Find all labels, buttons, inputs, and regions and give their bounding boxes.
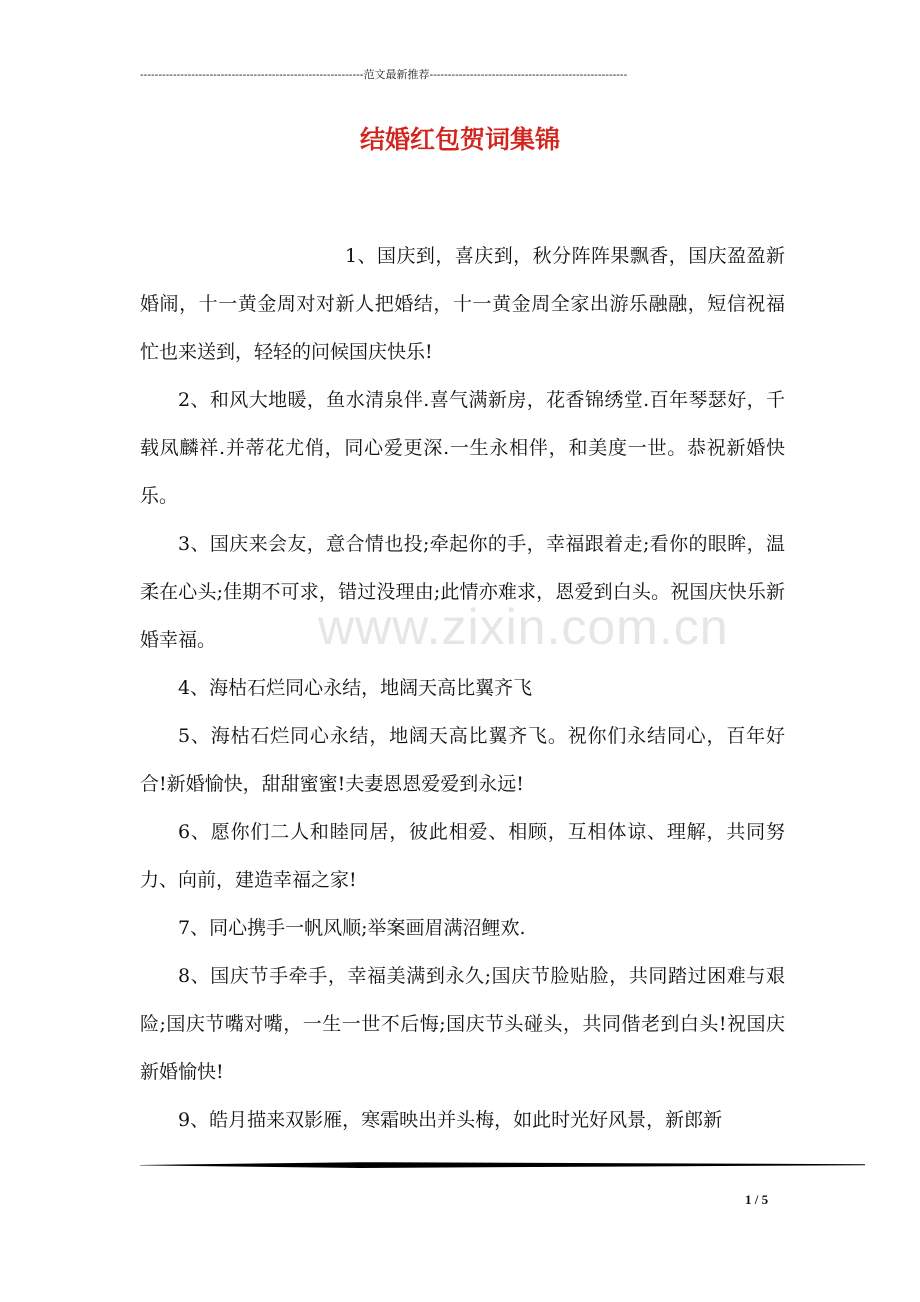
paragraph-9: 9、皓月描来双影雁，寒霜映出并头梅，如此时光好风景，新郎新 (178, 1109, 723, 1131)
document-title: 结婚红包贺词集锦 (359, 125, 560, 154)
page-number: 1 / 5 (745, 1192, 769, 1207)
paragraph-6: 6、愿你们二人和睦同居，彼此相爱、相顾，互相体谅、理解，共同努力、向前，建造幸福之家! (140, 821, 785, 891)
header-banner: -------------------------------------------------------------范文最新推荐------------------------------------------------------ (140, 69, 628, 81)
paragraph-1: 1、国庆到，喜庆到，秋分阵阵果飘香，国庆盈盈新婚闹，十一黄金周对对新人把婚结，十一黄金周全家出游乐融融，短信祝福忙也来送到，轻轻的问候国庆快乐! (140, 245, 785, 363)
watermark: www.zixin.com.cn (318, 599, 729, 655)
document-body (140, 232, 785, 1144)
paragraph-8: 8、国庆节手牵手，幸福美满到永久;国庆节脸贴脸，共同踏过困难与艰险;国庆节嘴对嘴，一生一世不后悔;国庆节头碰头，共同偕老到白头!祝国庆新婚愉快! (140, 965, 785, 1083)
footer-divider (140, 1161, 865, 1169)
paragraph-4: 4、海枯石烂同心永结，地阔天高比翼齐飞 (178, 677, 533, 699)
paragraph-2: 2、和风大地暖，鱼水清泉伴.喜气满新房，花香锦绣堂.百年琴瑟好，千载凤麟祥.并蒂花尤俏，同心爱更深.一生永相伴，和美度一世。恭祝新婚快乐。 (140, 389, 785, 507)
paragraph-3: 3、国庆来会友，意合情也投;牵起你的手，幸福跟着走;看你的眼眸，温柔在心头;佳期不可求，错过没理由;此情亦难求，恩爱到白头。祝国庆快乐新婚幸福。 (140, 533, 785, 651)
paragraph-5: 5、海枯石烂同心永结，地阔天高比翼齐飞。祝你们永结同心，百年好合!新婚愉快，甜甜蜜蜜!夫妻恩恩爱爱到永远! (140, 725, 785, 795)
paragraph-7: 7、同心携手一帆风顺;举案画眉满沼鲤欢. (178, 917, 526, 939)
